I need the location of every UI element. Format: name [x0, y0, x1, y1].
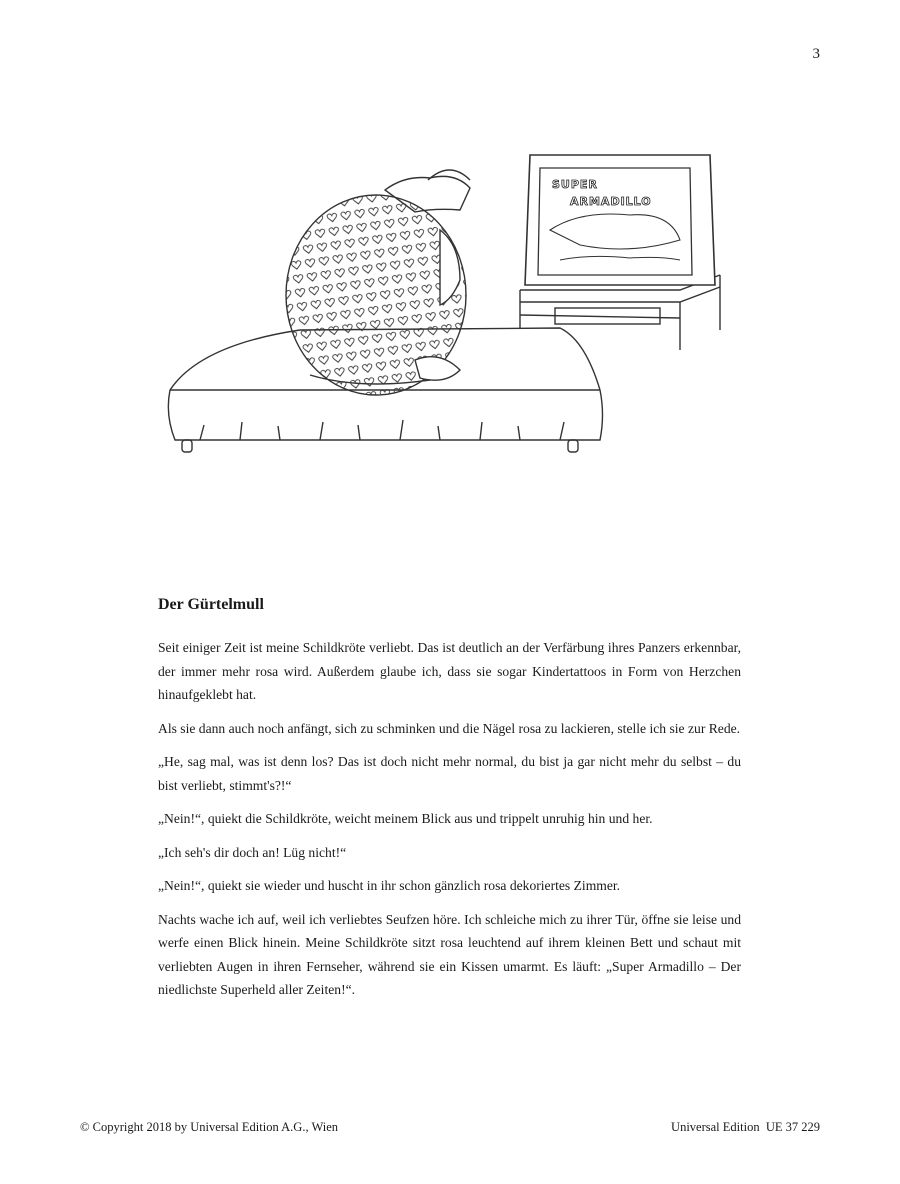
story-title: Der Gürtelmull	[158, 596, 264, 613]
page-number: 3	[812, 46, 820, 62]
copyright-notice: © Copyright 2018 by Universal Edition A.G., Wien	[80, 1120, 339, 1134]
story-paragraph: Als sie dann auch noch anfängt, sich zu schminken und die Nägel rosa zu lackieren, stelle ich sie zur Rede.	[158, 720, 741, 736]
story-paragraph: „Nein!“, quiekt sie wieder und huscht in ihr schon gänzlich rosa dekoriertes Zimmer.	[158, 878, 621, 893]
story-section	[158, 596, 741, 1012]
story-paragraph: „Ich seh's dir doch an! Lüg nicht!“	[158, 844, 347, 860]
publisher-catalog-number: Universal Edition UE 37 229	[671, 1120, 820, 1134]
story-paragraph: „Nein!“, quiekt die Schildkröte, weicht meinem Blick aus und trippelt unruhig hin und her.	[158, 811, 653, 826]
turtle-watching-tv-illustration	[160, 150, 740, 460]
story-paragraph: Nachts wache ich auf, weil ich verliebtes Seufzen höre. Ich schleiche mich zu ihrer Tür, öffne sie leise und werfe einen Blick hinein. Meine Schildkröte sitzt rosa leuchtend auf ihrem kleinen Bett und schaut mit verliebten Augen in ihren Fernseher, während sie ein Kissen umarmt. Es läuft: „Super Armadillo – Der niedlichste Superheld aller Zeiten!“.	[158, 911, 741, 997]
story-paragraph: Seit einiger Zeit ist meine Schildkröte verliebt. Das ist deutlich an der Verfärbung ihres Panzers erkennbar, der immer mehr rosa wird. Außerdem glaube ich, dass sie sogar Kindertattoos in Form von Herzchen hinaufgeklebt hat.	[158, 640, 741, 702]
tv-stand-drawing	[520, 275, 720, 350]
tv-caption-super: SUPER	[552, 178, 598, 191]
tv-caption-armadillo: ARMADILLO	[570, 195, 652, 208]
tv-drawing	[525, 155, 715, 285]
story-paragraph: „He, sag mal, was ist denn los? Das ist doch nicht mehr normal, du bist ja gar nicht mehr du selbst – du bist verliebt, stimmt's?!“	[158, 754, 741, 793]
turtle-drawing	[286, 170, 470, 395]
